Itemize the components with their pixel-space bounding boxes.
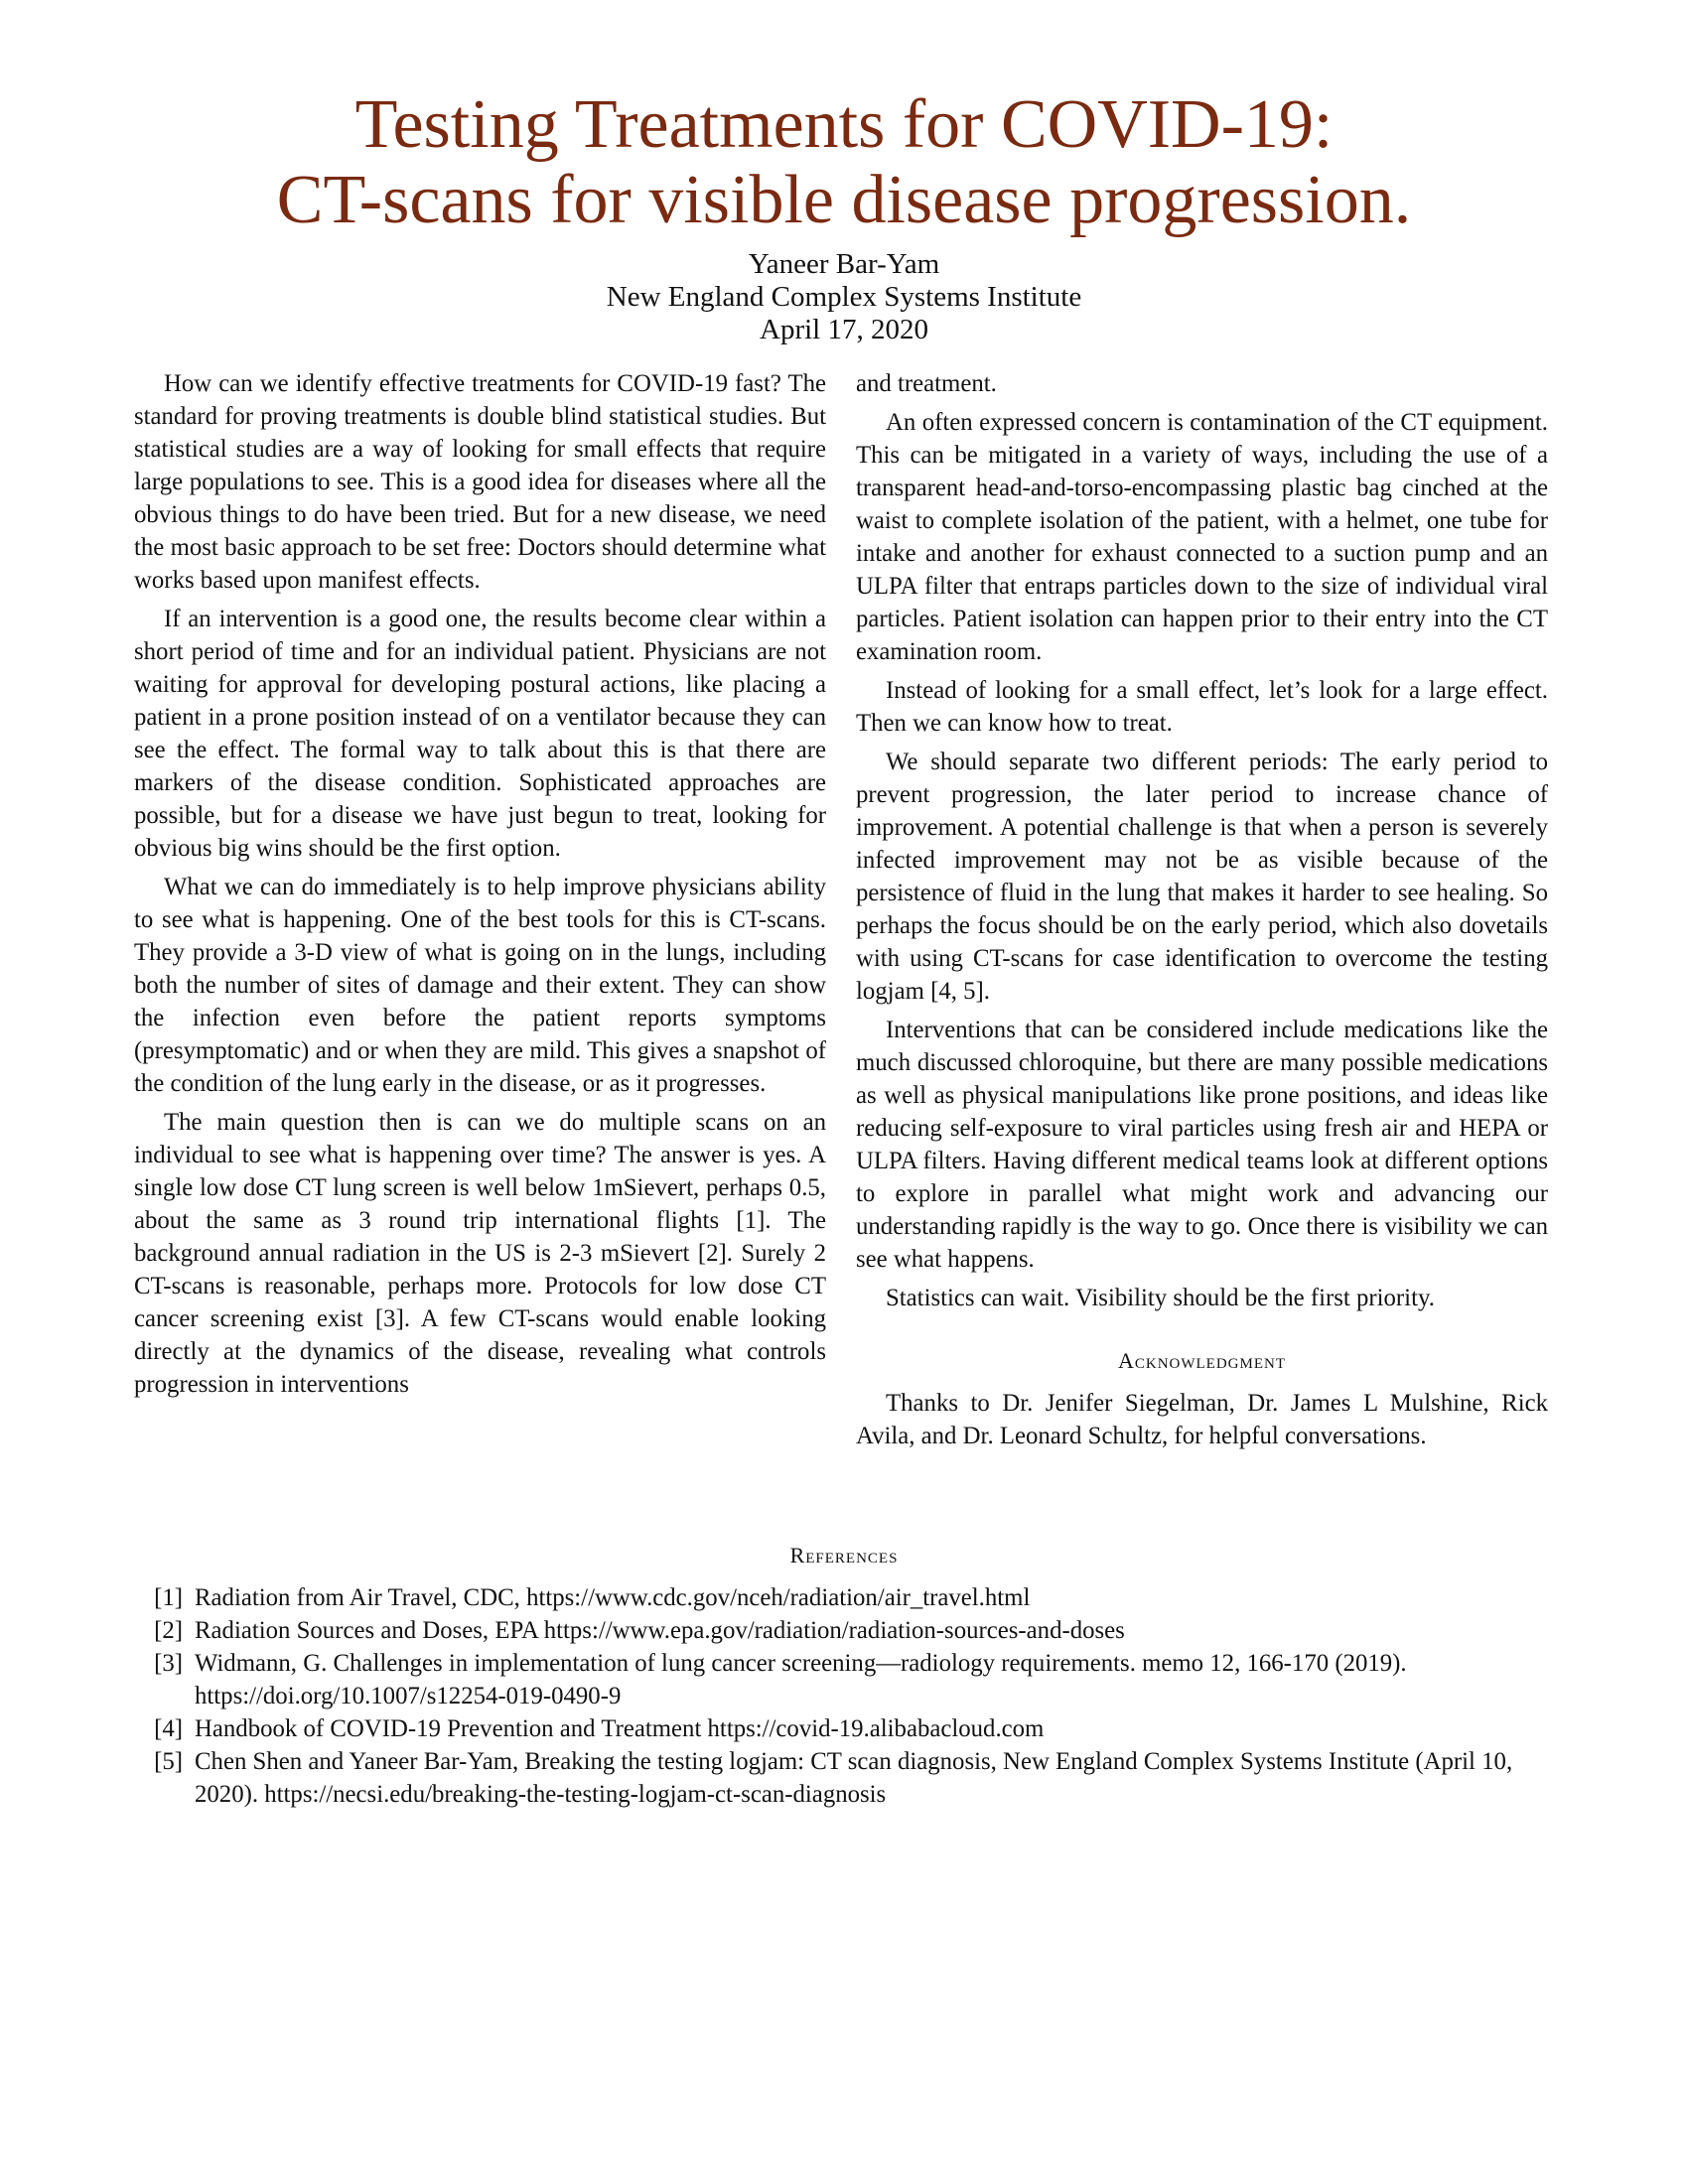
reference-number: [4] (154, 1715, 183, 1742)
affiliation: New England Complex Systems Institute (606, 281, 1082, 313)
acknowledgment-heading: Acknowledgment (1117, 1348, 1287, 1373)
title-line-1: Testing Treatments for COVID-19: (354, 86, 1334, 163)
references-heading: References (789, 1543, 899, 1568)
paragraph: We should separate two different periods: The early period to prevent progression, the later period to increase chance of improvement. A potential challenge is that when a person is severely infected improvement may not be as visible because of the persistence of fluid in the lung that makes it harder to see healing. So perhaps the focus should be on the early period, which also dovetails with using CT-scans for case identification to overcome the testing logjam [4, 5]. (856, 749, 1548, 1005)
reference-number: [2] (154, 1617, 183, 1644)
paragraph-continuation: and treatment. (856, 370, 997, 397)
reference-item (139, 1745, 1549, 1811)
reference-item (139, 1581, 1549, 1614)
paragraph: If an intervention is a good one, the results become clear within a short period of time and for an individual patient. Physicians are not waiting for approval for developing postural actions, like placing a patient in a prone position instead of on a ventilator because they can see the effect. The formal way to talk about this is that there are markers of the disease condition. Sophisticated approaches are possible, but for a disease we have just begun to treat, looking for obvious big wins should be the first option. (134, 606, 826, 862)
paper-title (0, 87, 1688, 238)
right-column (856, 367, 1548, 1458)
acknowledgment-text: Thanks to Dr. Jenifer Siegelman, Dr. James L Mulshine, Rick Avila, and Dr. Leonard Schultz, for helpful conversations. (856, 1390, 1548, 1449)
reference-number: [1] (154, 1584, 183, 1611)
paragraph: What we can do immediately is to help improve physicians ability to see what is happening. One of the best tools for this is CT-scans. They provide a 3-D view of what is going on in the lungs, including both the number of sites of damage and their extent. They can show the infection even before the patient reports symptoms (presymptomatic) and or when they are mild. This gives a snapshot of the condition of the lung early in the disease, or as it progresses. (134, 874, 826, 1097)
reference-item (139, 1614, 1549, 1647)
author: Yaneer Bar-Yam (748, 248, 940, 280)
reference-text: Widmann, G. Challenges in implementation of lung cancer screening—radiology requirements. memo 12, 166-170 (2019). https://doi.org/10.1007/s12254-019-0490-9 (195, 1650, 1407, 1709)
reference-text: Handbook of COVID-19 Prevention and Treatment https://covid-19.alibabacloud.com (195, 1715, 1045, 1742)
reference-number: [5] (154, 1748, 183, 1775)
paragraph: The main question then is can we do multiple scans on an individual to see what is happening over time? The answer is yes. A single low dose CT lung screen is well below 1mSievert, perhaps 0.5, about the same as 3 round trip international flights [1]. The background annual radiation in the US is 2-3 mSievert [2]. Surely 2 CT-scans is reasonable, perhaps more. Protocols for low dose CT cancer screening exist [3]. A few CT-scans would enable looking directly at the dynamics of the disease, revealing what controls progression in interventions (134, 1109, 826, 1398)
reference-item (139, 1647, 1549, 1712)
reference-text: Chen Shen and Yaneer Bar-Yam, Breaking the testing logjam: CT scan diagnosis, New England Complex Systems Institute (April 10, 2020). https://necsi.edu/breaking-the-testing-logjam-ct-scan-diagnosis (195, 1748, 1513, 1808)
paragraph: An often expressed concern is contamination of the CT equipment. This can be mitigated in a variety of ways, including the use of a transparent head-and-torso-encompassing plastic bag cinched at the waist to complete isolation of the patient, with a helmet, one tube for intake and another for exhaust connected to a suction pump and an ULPA filter that entraps particles down to the size of individual viral particles. Patient isolation can happen prior to their entry into the CT examination room. (856, 409, 1548, 665)
left-column (134, 367, 826, 1407)
reference-number: [3] (154, 1650, 183, 1677)
reference-item (139, 1712, 1549, 1745)
reference-text: Radiation Sources and Doses, EPA https://www.epa.gov/radiation/radiation-sources-and-doses (195, 1617, 1125, 1644)
paragraph: Statistics can wait. Visibility should be the first priority. (886, 1285, 1435, 1311)
paragraph: How can we identify effective treatments for COVID-19 fast? The standard for proving treatments is double blind statistical studies. But statistical studies are a way of looking for small effects that require large populations to see. This is a good idea for diseases where all the obvious things to do have been tried. But for a new disease, we need the most basic approach to be set free: Doctors should determine what works based upon manifest effects. (134, 370, 826, 594)
paragraph: Instead of looking for a small effect, let’s look for a large effect. Then we can know how to treat. (856, 677, 1548, 737)
reference-text: Radiation from Air Travel, CDC, https://www.cdc.gov/nceh/radiation/air_travel.html (195, 1584, 1031, 1611)
paragraph: Interventions that can be considered include medications like the much discussed chloroquine, but there are many possible medications as well as physical manipulations like prone positions, and ideas like reducing self-exposure to viral particles using fresh air and HEPA or ULPA filters. Having different medical teams look at different options to explore in parallel what might work and advancing our understanding rapidly is the way to go. Once there is visibility we can see what happens. (856, 1017, 1548, 1273)
date: April 17, 2020 (760, 314, 928, 345)
paper-meta (0, 248, 1688, 346)
references-section (139, 1539, 1549, 1811)
title-line-2: CT-scans for visible disease progression. (276, 162, 1412, 238)
